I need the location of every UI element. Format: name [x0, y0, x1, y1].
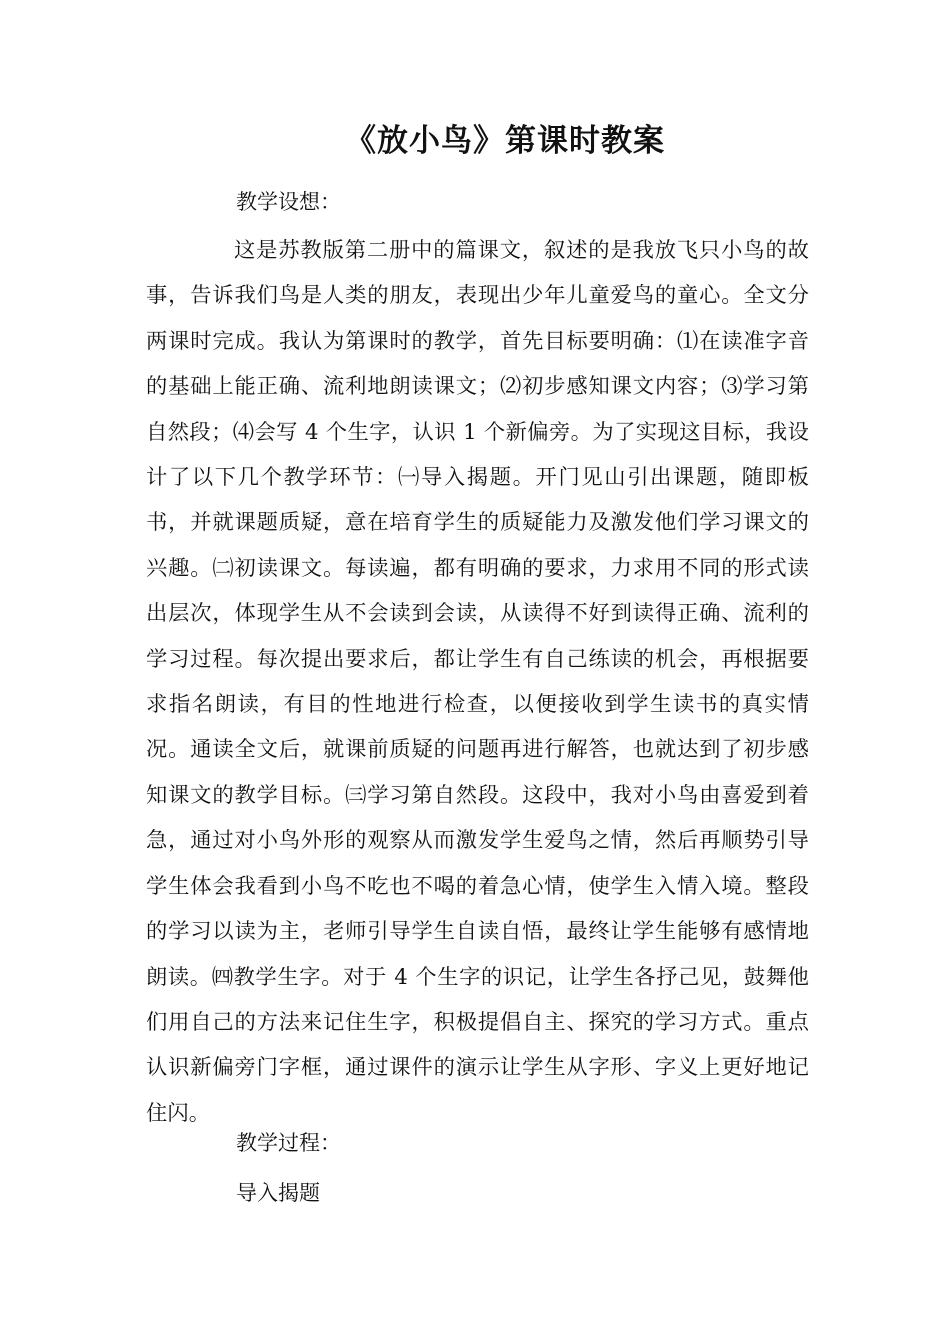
- section-heading-process: 教学过程：: [236, 1131, 341, 1155]
- section-heading-intro: 导入揭题: [236, 1181, 320, 1205]
- section-heading-design: 教学设想：: [236, 190, 341, 214]
- body-paragraph: 这是苏教版第二册中的篇课文，叙述的是我放飞只小鸟的故事，告诉我们鸟是人类的朋友，表现出少年儿童爱鸟的童心。全文分两课时完成。我认为第课时的教学，首先目标要明确：⑴在读准字音的基础上能正确、流利地朗读课文；⑵初步感知课文内容；⑶学习第自然段；⑷会写 4 个生字，认识 1 个新偏旁。为了实现这目标，我设计了以下几个教学环节：㈠导入揭题。开门见山引出课题，随即板书，并就课题质疑，意在培育学生的质疑能力及激发他们学习课文的兴趣。㈡初读课文。每读遍，都有明确的要求，力求用不同的形式读出层次，体现学生从不会读到会读，从读得不好到读得正确、流利的学习过程。每次提出要求后，都让学生有自己练读的机会，再根据要求指名朗读，有目的性地进行检查，以便接收到学生读书的真实情况。通读全文后，就课前质疑的问题再进行解答，也就达到了初步感知课文的教学目标。㈢学习第自然段。这段中，我对小鸟由喜爱到着急，通过对小鸟外形的观察从而激发学生爱鸟之情，然后再顺势引导学生体会我看到小鸟不吃也不喝的着急心情，使学生入情入境。整段的学习以读为主，老师引导学生自读自悟，最终让学生能够有感情地朗读。㈣教学生字。对于 4 个生字的识记，让学生各抒己见，鼓舞他们用自己的方法来记住生字，积极提倡自主、探究的学习方式。重点认识新偏旁门字框，通过课件的演示让学生从字形、字义上更好地记住闪。: [146, 238, 809, 1126]
- document-title: 《放小鸟》第课时教案: [345, 123, 665, 159]
